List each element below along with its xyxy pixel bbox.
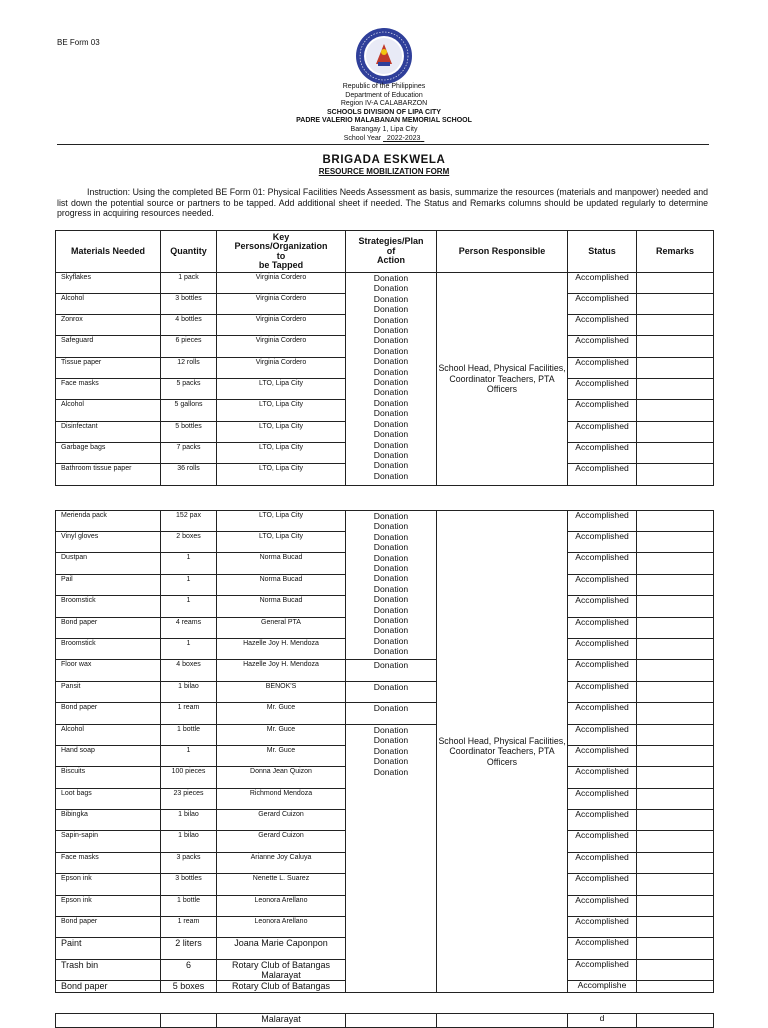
cell-remarks xyxy=(637,789,714,810)
col-status: Status xyxy=(568,231,637,273)
cell-quantity: 1 bilao xyxy=(161,810,217,831)
cell-material: Alcohol xyxy=(56,400,161,422)
cell-key-person: BENOK'S xyxy=(217,682,346,703)
cell-quantity: 4 bottles xyxy=(161,315,217,336)
cell-material: Biscuits xyxy=(56,767,161,789)
strategy-item: Donation xyxy=(373,725,409,735)
cell-key-person: General PTA xyxy=(217,618,346,639)
cell-quantity: 5 boxes xyxy=(161,981,217,993)
cell-remarks xyxy=(637,532,714,553)
cell-material: Pail xyxy=(56,575,161,596)
cell-strategy xyxy=(346,682,437,703)
strategy-item: Donation xyxy=(373,273,409,283)
cell-quantity: 7 packs xyxy=(161,443,217,464)
header-school: PADRE VALERIO MALABANAN MEMORIAL SCHOOL xyxy=(296,117,472,125)
cell-material: Dustpan xyxy=(56,553,161,575)
cell-status: Accomplished xyxy=(568,400,637,422)
cell-remarks xyxy=(637,874,714,896)
cell-key-person: Donna Jean Quizon xyxy=(217,767,346,789)
strategy-item: Donation xyxy=(373,625,409,636)
cell-quantity: 3 bottles xyxy=(161,294,217,315)
table-row xyxy=(56,682,714,703)
cell-key-person: Hazelle Joy H. Mendoza xyxy=(217,639,346,660)
cell-material: Epson ink xyxy=(56,874,161,896)
cell-quantity: 23 pieces xyxy=(161,789,217,810)
cell-strategies xyxy=(346,273,437,486)
strategy-item: Donation xyxy=(373,356,409,367)
cell-strategies xyxy=(346,511,437,660)
cell-status: Accomplished xyxy=(568,596,637,618)
cell-remarks xyxy=(637,660,714,682)
cell-status: Accomplished xyxy=(568,443,637,464)
cell-key-person: Mr. Guce xyxy=(217,703,346,725)
cell-status: Accomplished xyxy=(568,853,637,874)
cell-key-person: Norma Bucad xyxy=(217,575,346,596)
cell-remarks xyxy=(637,767,714,789)
cell-remarks xyxy=(637,379,714,400)
cell-remarks xyxy=(637,294,714,315)
cell-quantity: 1 xyxy=(161,639,217,660)
strategy-item: Donation xyxy=(373,449,409,460)
form-title: BRIGADA ESKWELA xyxy=(322,154,446,166)
cell-key-person: Gerard Cuizon xyxy=(217,831,346,853)
cell-material: Face masks xyxy=(56,853,161,874)
form-subtitle: RESOURCE MOBILIZATION FORM xyxy=(318,167,450,176)
header-country: Republic of the Philippines xyxy=(342,83,426,90)
cell-status: Accomplished xyxy=(568,511,637,532)
cell-material: Hand soap xyxy=(56,746,161,767)
cell-key-person: Joana Marie Caponpon xyxy=(217,938,346,960)
strategy-item: Donation xyxy=(373,408,409,419)
cell-status: Accomplished xyxy=(568,896,637,917)
cell-key-person: Virginia Cordero xyxy=(217,315,346,336)
cell-material: Zonrox xyxy=(56,315,161,336)
col-strategies: Strategies/Plan of Action xyxy=(346,231,437,273)
strategy-item: Donation xyxy=(373,573,409,584)
cell-quantity: 5 gallons xyxy=(161,400,217,422)
cell-remarks xyxy=(637,639,714,660)
cell-status: Accomplished xyxy=(568,938,637,960)
cell-material: Broomstick xyxy=(56,596,161,618)
cell-remarks xyxy=(637,422,714,443)
table-row xyxy=(56,1014,714,1028)
cell-quantity: 1 bilao xyxy=(161,831,217,853)
strategy-item: Donation xyxy=(373,470,409,481)
cell-quantity: 36 rolls xyxy=(161,464,217,486)
strategy-item: Donation xyxy=(373,660,409,670)
header-address: Barangay 1, Lipa City xyxy=(350,126,418,133)
cell-quantity: 1 xyxy=(161,553,217,575)
cell-material: Trash bin xyxy=(56,960,161,981)
cell-quantity: 3 bottles xyxy=(161,874,217,896)
cell-key-person: Leonora Arellano xyxy=(217,917,346,938)
cell-key-person: Mr. Guce xyxy=(217,725,346,746)
cell-status: Accomplished xyxy=(568,358,637,379)
cell-status: Accomplished xyxy=(568,831,637,853)
cell-key-person: LTO, Lipa City xyxy=(217,379,346,400)
cell-status: Accomplished xyxy=(568,746,637,767)
cell-status: Accomplished xyxy=(568,703,637,725)
cell-remarks xyxy=(637,853,714,874)
cell-quantity: 2 liters xyxy=(161,938,217,960)
strategy-item: Donation xyxy=(373,335,409,346)
resource-table-1 xyxy=(55,230,714,486)
cell-remarks xyxy=(637,575,714,596)
cell-status: d xyxy=(568,1014,637,1028)
cell-status: Accomplished xyxy=(568,725,637,746)
cell-remarks xyxy=(637,596,714,618)
strategy-item: Donation xyxy=(373,531,409,542)
cell-remarks xyxy=(637,315,714,336)
cell-strategies xyxy=(346,725,437,993)
cell-quantity: 12 rolls xyxy=(161,358,217,379)
cell-key-person: Arianne Joy Caluya xyxy=(217,853,346,874)
cell-key-person: LTO, Lipa City xyxy=(217,422,346,443)
strategy-item: Donation xyxy=(373,439,409,450)
strategy-item: Donation xyxy=(373,460,409,471)
cell-status: Accomplished xyxy=(568,553,637,575)
strategy-item: Donation xyxy=(373,304,409,315)
cell-key: Malarayat xyxy=(217,1014,346,1028)
cell-remarks xyxy=(637,358,714,379)
strategy-item: Donation xyxy=(373,283,409,294)
cell-material: Sapin-sapin xyxy=(56,831,161,853)
cell-quantity: 5 bottles xyxy=(161,422,217,443)
strategy-item: Donation xyxy=(373,366,409,377)
header-divider xyxy=(57,144,709,145)
cell-strategy xyxy=(346,703,437,725)
cell-quantity: 1 bottle xyxy=(161,725,217,746)
strategy-item: Donation xyxy=(373,756,409,767)
cell-quantity: 5 packs xyxy=(161,379,217,400)
strategy-item: Donation xyxy=(373,377,409,388)
cell-remarks xyxy=(637,896,714,917)
strategy-item: Donation xyxy=(373,583,409,594)
table-row xyxy=(56,725,714,746)
cell-key-person: Leonora Arellano xyxy=(217,896,346,917)
strategy-item: Donation xyxy=(373,735,409,746)
cell-key-person: LTO, Lipa City xyxy=(217,532,346,553)
resource-table-2 xyxy=(55,510,714,993)
cell-key-person: Mr. Guce xyxy=(217,746,346,767)
cell-quantity: 6 xyxy=(161,960,217,981)
cell-remarks xyxy=(637,336,714,358)
cell-material: Bond paper xyxy=(56,981,161,993)
table-row xyxy=(56,273,714,294)
cell-status: Accomplished xyxy=(568,682,637,703)
cell-remarks xyxy=(637,400,714,422)
cell-material: Disinfectant xyxy=(56,422,161,443)
cell-quantity: 2 boxes xyxy=(161,532,217,553)
cell-material: Paint xyxy=(56,938,161,960)
cell-quantity: 1 xyxy=(161,575,217,596)
cell-person-responsible: School Head, Physical Facilities, Coordinator Teachers, PTA Officers xyxy=(437,511,568,993)
cell-status: Accomplished xyxy=(568,315,637,336)
cell-material: Alcohol xyxy=(56,725,161,746)
cell-material: Broomstick xyxy=(56,639,161,660)
cell-status: Accomplished xyxy=(568,618,637,639)
cell-status: Accomplished xyxy=(568,379,637,400)
cell-status: Accomplished xyxy=(568,660,637,682)
cell-quantity: 1 bottle xyxy=(161,896,217,917)
cell-material: Bond paper xyxy=(56,917,161,938)
table-header-row xyxy=(56,231,714,273)
cell-key-person: LTO, Lipa City xyxy=(217,464,346,486)
strategy-item: Donation xyxy=(373,387,409,398)
table-row xyxy=(56,660,714,682)
cell-material: Skyflakes xyxy=(56,273,161,294)
cell-material: Alcohol xyxy=(56,294,161,315)
cell-remarks xyxy=(637,682,714,703)
cell-quantity: 1 xyxy=(161,746,217,767)
cell-remarks xyxy=(637,464,714,486)
cell-status: Accomplished xyxy=(568,917,637,938)
cell-status: Accomplished xyxy=(568,874,637,896)
col-remarks: Remarks xyxy=(637,231,714,273)
cell-remarks xyxy=(637,725,714,746)
cell-remarks xyxy=(637,703,714,725)
form-code: BE Form 03 xyxy=(57,38,100,47)
strategy-item: Donation xyxy=(373,594,409,605)
table-row xyxy=(56,703,714,725)
cell-key-person: Virginia Cordero xyxy=(217,294,346,315)
cell-strategy xyxy=(346,660,437,682)
cell-quantity: 6 pieces xyxy=(161,336,217,358)
cell-key-person: Rotary Club of Batangas Malarayat xyxy=(217,960,346,981)
cell-key-person: LTO, Lipa City xyxy=(217,511,346,532)
cell-quantity: 4 boxes xyxy=(161,660,217,682)
table-row xyxy=(56,511,714,532)
cell-key-person: LTO, Lipa City xyxy=(217,400,346,422)
strategy-item: Donation xyxy=(373,521,409,532)
strategy-item: Donation xyxy=(373,745,409,756)
cell-status: Accomplished xyxy=(568,273,637,294)
strategy-item: Donation xyxy=(373,604,409,615)
strategy-item: Donation xyxy=(373,682,409,692)
cell-status: Accomplished xyxy=(568,294,637,315)
strategy-item: Donation xyxy=(373,293,409,304)
cell-remarks xyxy=(637,273,714,294)
cell-material: Face masks xyxy=(56,379,161,400)
strategy-item: Donation xyxy=(373,646,409,657)
cell-key-person: Gerard Cuizon xyxy=(217,810,346,831)
strategy-item: Donation xyxy=(373,325,409,336)
cell-person-responsible: School Head, Physical Facilities, Coordinator Teachers, PTA Officers xyxy=(437,273,568,486)
cell-quantity: 1 pack xyxy=(161,273,217,294)
cell-material: Bond paper xyxy=(56,703,161,725)
header-school-year xyxy=(0,135,768,144)
cell-material: Bathroom tissue paper xyxy=(56,464,161,486)
header-department: Department of Education xyxy=(345,91,423,99)
cell-remarks xyxy=(637,746,714,767)
cell-status: Accomplished xyxy=(568,422,637,443)
cell-remarks xyxy=(637,831,714,853)
col-quantity: Quantity xyxy=(161,231,217,273)
cell-status: Accomplished xyxy=(568,960,637,981)
cell-key-person: Nenette L. Suarez xyxy=(217,874,346,896)
strategy-item: Donation xyxy=(373,418,409,429)
cell-key-person: Hazelle Joy H. Mendoza xyxy=(217,660,346,682)
cell-quantity: 1 xyxy=(161,596,217,618)
cell-material: Tissue paper xyxy=(56,358,161,379)
strategy-item: Donation xyxy=(373,345,409,356)
cell-remarks xyxy=(637,618,714,639)
header-division: SCHOOLS DIVISION OF LIPA CITY xyxy=(327,108,441,116)
cell-status: Accomplished xyxy=(568,767,637,789)
col-materials: Materials Needed xyxy=(56,231,161,273)
strategy-item: Donation xyxy=(373,511,409,521)
cell-key-person: Virginia Cordero xyxy=(217,336,346,358)
cell-status: Accomplished xyxy=(568,639,637,660)
cell-quantity: 1 ream xyxy=(161,917,217,938)
cell-material: Epson ink xyxy=(56,896,161,917)
cell-material: Bibingka xyxy=(56,810,161,831)
deped-seal-icon xyxy=(354,26,414,86)
strategy-item: Donation xyxy=(373,314,409,325)
cell-key-person: LTO, Lipa City xyxy=(217,443,346,464)
cell-quantity: 3 packs xyxy=(161,853,217,874)
cell-material: Merienda pack xyxy=(56,511,161,532)
cell-key-person: Rotary Club of Batangas xyxy=(217,981,346,993)
strategy-item: Donation xyxy=(373,766,409,777)
strategy-item: Donation xyxy=(373,615,409,626)
strategy-item: Donation xyxy=(373,397,409,408)
cell-material: Bond paper xyxy=(56,618,161,639)
col-key-persons: Key Persons/Organization to be Tapped xyxy=(217,231,346,273)
cell-material: Safeguard xyxy=(56,336,161,358)
header-region: Region IV-A CALABARZON xyxy=(340,100,428,108)
strategy-item: Donation xyxy=(373,563,409,574)
cell-remarks xyxy=(637,553,714,575)
cell-remarks xyxy=(637,960,714,981)
cell-key-person: Richmond Mendoza xyxy=(217,789,346,810)
cell-material: Garbage bags xyxy=(56,443,161,464)
cell-remarks xyxy=(637,810,714,831)
cell-remarks xyxy=(637,511,714,532)
cell-quantity: 1 ream xyxy=(161,703,217,725)
cell-material: Vinyl gloves xyxy=(56,532,161,553)
cell-status: Accomplished xyxy=(568,464,637,486)
strategy-item: Donation xyxy=(373,542,409,553)
cell-status: Accomplished xyxy=(568,810,637,831)
cell-remarks xyxy=(637,917,714,938)
resource-table-3 xyxy=(55,1013,714,1028)
cell-key-person: Virginia Cordero xyxy=(217,273,346,294)
cell-key-person: Norma Bucad xyxy=(217,596,346,618)
col-person-responsible: Person Responsible xyxy=(437,231,568,273)
cell-material: Pansit xyxy=(56,682,161,703)
cell-key-person: Virginia Cordero xyxy=(217,358,346,379)
school-year-value: 2022-2023 xyxy=(386,134,421,142)
cell-quantity: 1 bilao xyxy=(161,682,217,703)
school-year-label: School Year xyxy=(343,134,382,142)
cell-material: Loot bags xyxy=(56,789,161,810)
cell-status: Accomplished xyxy=(568,532,637,553)
cell-status: Accomplished xyxy=(568,575,637,596)
cell-material: Floor wax xyxy=(56,660,161,682)
instruction-text: Instruction: Using the completed BE Form 01: Physical Facilities Needs Assessment as basis, summarize the resources (materials and manpower) needed and list down the potential source or partners to be tapped. Add additional sheet if needed. The Status and Remarks columns should be updated regularly to determine progress in acquiring resources needed. xyxy=(57,187,708,219)
cell-quantity: 100 pieces xyxy=(161,767,217,789)
cell-key-person: Norma Bucad xyxy=(217,553,346,575)
cell-status: Accomplished xyxy=(568,336,637,358)
strategy-item: Donation xyxy=(373,552,409,563)
strategy-item: Donation xyxy=(373,429,409,440)
cell-quantity: 4 reams xyxy=(161,618,217,639)
cell-status: Accomplished xyxy=(568,789,637,810)
cell-quantity: 152 pax xyxy=(161,511,217,532)
strategy-item: Donation xyxy=(373,635,409,646)
cell-status: Accomplishe xyxy=(568,981,637,993)
cell-remarks xyxy=(637,938,714,960)
cell-remarks xyxy=(637,981,714,993)
strategy-item: Donation xyxy=(373,703,409,713)
cell-remarks xyxy=(637,443,714,464)
